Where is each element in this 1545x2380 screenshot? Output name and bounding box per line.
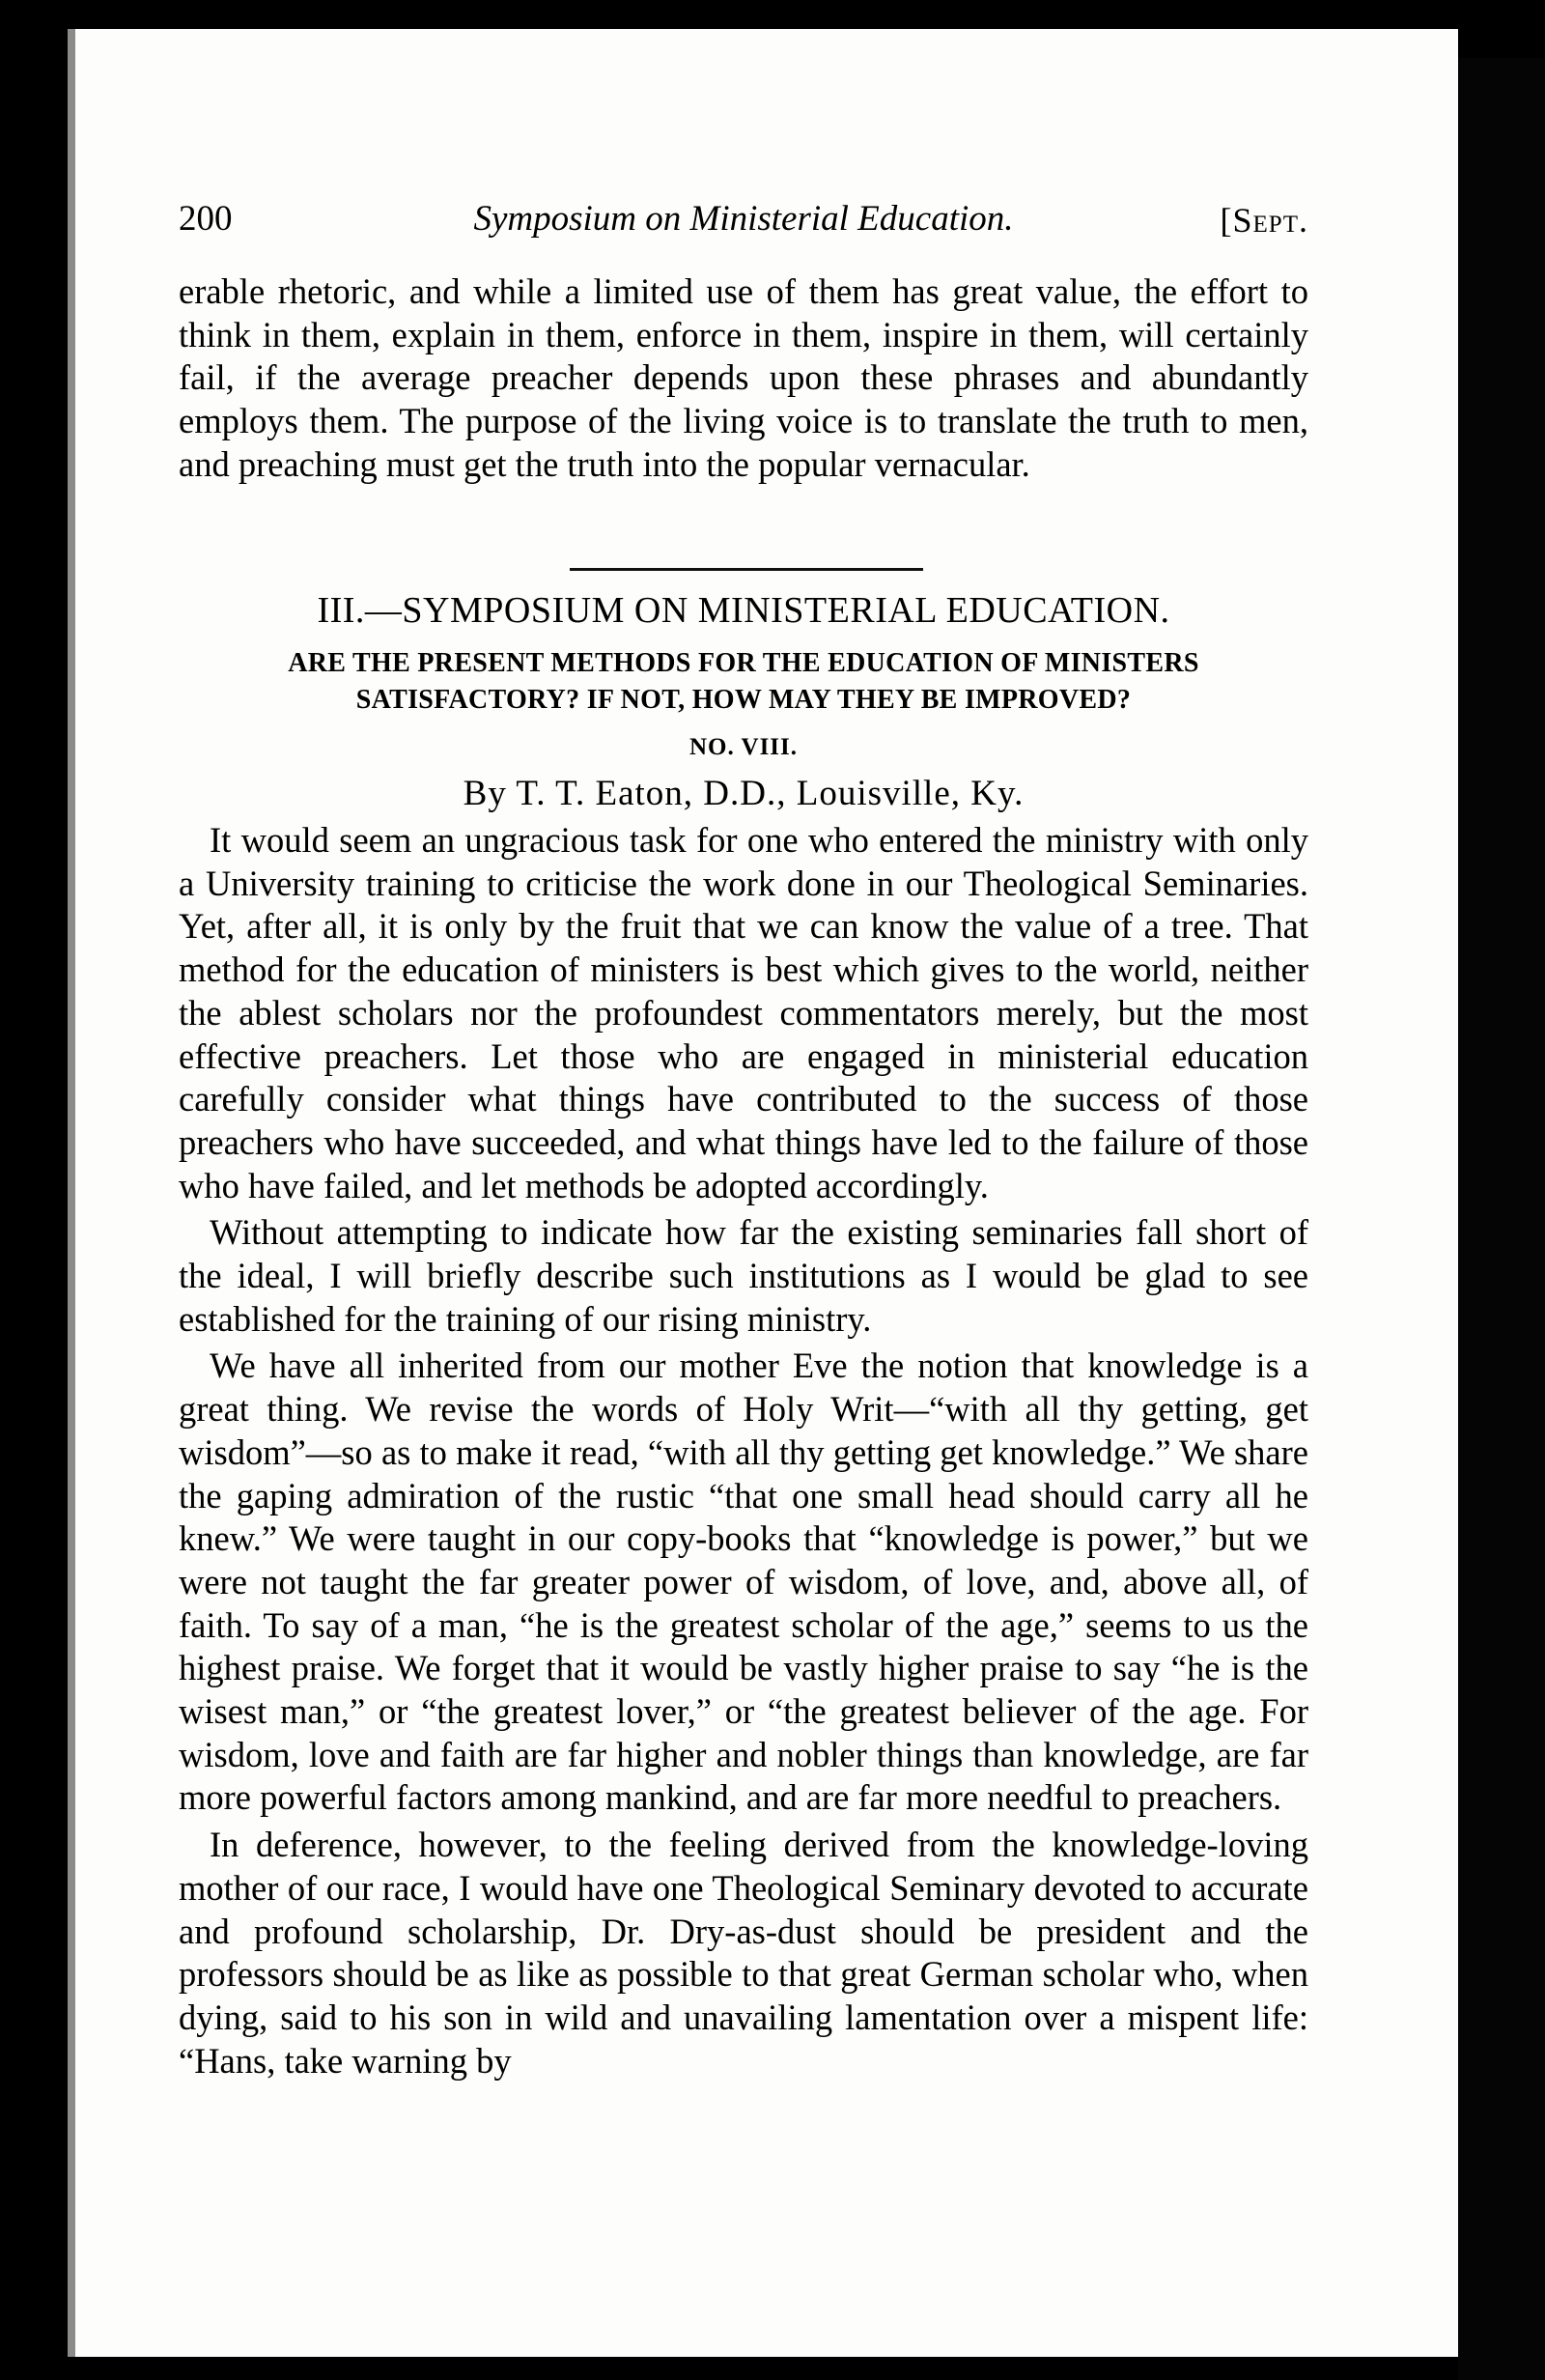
article-subtitle (179, 645, 1308, 719)
body-paragraph-3: We have all inherited from our mother Eve the notion that knowledge is a great thing. We revise the words of Holy Writ—“with all thy getting, get wisdom”—so as to make it read, “with all thy getting get knowledge.” We share the gaping admiration of the rustic “that one small head should carry all he knew.” We were taught in our copy-books that “knowledge is power,” but we were not taught the far greater power of wisdom, of love, and, above all, of faith. To say of a man, “he is the greatest scholar of the age,” seems to us the highest praise. We forget that it would be vastly higher praise to say “he is the wisest man,” or “the greatest lover,” or “the greatest believer of the age. For wisdom, love and faith are far higher and nobler things than knowledge, are far more powerful factors among mankind, and are far more needful to preachers. (179, 1346, 1308, 1818)
article-title: III.—SYMPOSIUM ON MINISTERIAL EDUCATION. (317, 590, 1170, 631)
article-author: By T. T. Eaton, D.D., Louisville, Ky. (463, 774, 1025, 813)
page-number: 200 (179, 199, 233, 239)
article-body (179, 819, 1308, 2086)
body-paragraph-4: In deference, however, to the feeling derived from the knowledge-loving mother of our race, I would have one Theological Seminary devoted to accurate and profound scholarship, Dr. Dry-as-dust should be president and the professors should be as like as possible to that great German scholar who, when dying, said to his son in wild and unavailing lamentation over a mispent life: “Hans, take warning by (179, 1825, 1308, 2081)
body-paragraph-2: Without attempting to indicate how far the existing seminaries fall short of the ideal, I will briefly describe such institutions as I would be glad to see established for the training of our rising ministry. (179, 1212, 1308, 1339)
body-paragraph-1: It would seem an ungracious task for one who entered the ministry with only a University training to criticise the work done in our Theological Seminaries. Yet, after all, it is only by the fruit that we can know the value of a tree. That method for the education of ministers is best which gives to the world, neither the ablest scholars nor the profoundest commentators merely, but the most effective preachers. Let those who are engaged in ministerial education carefully consider what things have contributed to the success of those preachers who have succeeded, and what things have led to the failure of those who have failed, and let methods be adopted accordingly. (179, 820, 1308, 1205)
section-mark: [Sept. (1220, 201, 1308, 240)
continuation-paragraph (179, 270, 1308, 487)
article-number: NO. VIII. (688, 734, 799, 760)
section-divider (570, 568, 923, 571)
continuation-text: erable rhetoric, and while a limited use of them has great value, the effort to think in them, explain in them, enforce in them, inspire in them, will certainly fail, if the average preacher depends upon these phrases and abundantly employs them. The purpose of the living voice is to translate the truth to men, and preaching must get the truth into the popular vernacular. (179, 271, 1308, 484)
article-subtitle-line-1: ARE THE PRESENT METHODS FOR THE EDUCATION OF MINISTERS (288, 648, 1199, 678)
page-header (179, 198, 1308, 256)
scan-border (1458, 58, 1545, 2380)
running-title: Symposium on Ministerial Education. (473, 199, 1014, 239)
page-left-edge (68, 29, 75, 2357)
article-subtitle-line-2: SATISFACTORY? IF NOT, HOW MAY THEY BE IMPROVED? (355, 685, 1132, 715)
